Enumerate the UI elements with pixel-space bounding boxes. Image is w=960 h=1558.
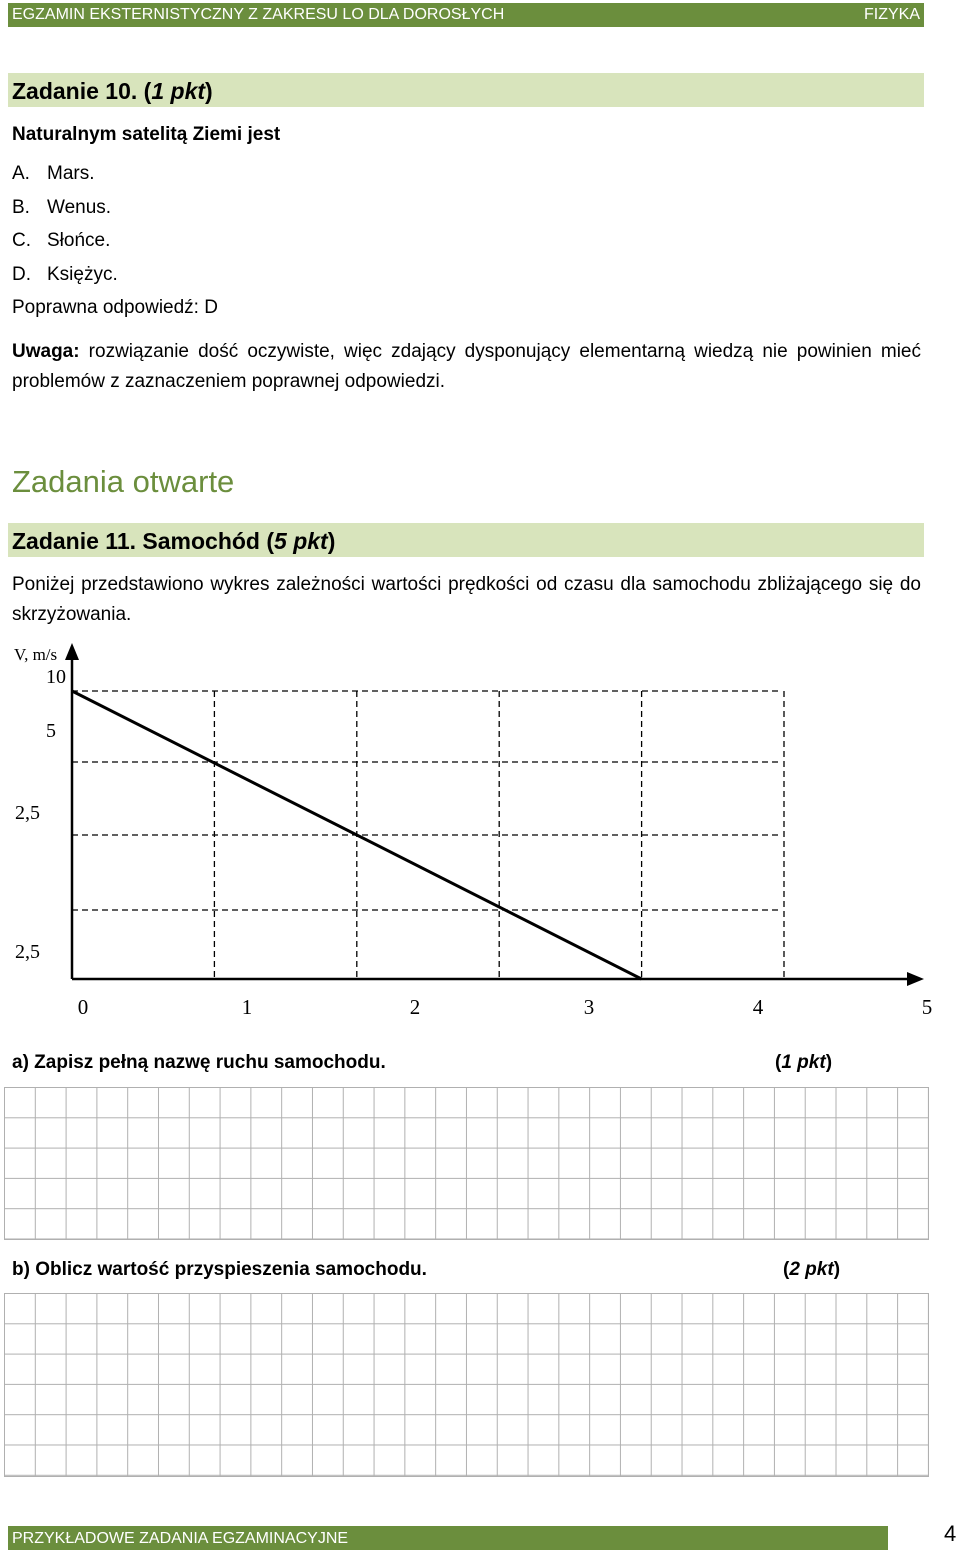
- x-tick-label-2: 2: [409, 995, 421, 1019]
- x-tick-label-5: 5: [921, 995, 933, 1019]
- x-tick-label-4: 4: [752, 995, 764, 1019]
- part-b-points-open: (: [783, 1259, 790, 1280]
- option-b-letter: B.: [12, 197, 30, 218]
- part-a-question: a) Zapisz pełną nazwę ruchu samochodu.: [12, 1052, 386, 1073]
- note-label: Uwaga:: [12, 341, 80, 362]
- part-a-points: [775, 1051, 832, 1075]
- header-subject: FIZYKA: [863, 6, 920, 23]
- y-tick-label-2: 2,5: [15, 802, 40, 824]
- task11-title-close: ): [327, 528, 336, 554]
- option-b-text: Wenus.: [47, 197, 112, 218]
- part-b-points: [783, 1258, 840, 1282]
- velocity-time-chart: [0, 630, 960, 1030]
- task10-title: Zadanie 10. (: [12, 78, 152, 104]
- task10-points-unit: pkt: [164, 78, 206, 104]
- option-c-letter: C.: [12, 230, 31, 251]
- task10-note: [12, 337, 921, 397]
- x-tick-label-3: 3: [583, 995, 595, 1019]
- task11-title: Zadanie 11. Samochód (: [12, 528, 275, 554]
- y-axis-label: V, m/s: [14, 645, 58, 664]
- option-d[interactable]: [12, 263, 118, 287]
- part-a-points-close: ): [825, 1052, 833, 1073]
- part-b-points-close: ): [833, 1259, 841, 1280]
- part-a-points-open: (: [775, 1052, 782, 1073]
- task11-points: 5 pkt: [274, 528, 328, 554]
- page-footer: PRZYKŁADOWE ZADANIA EGZAMINACYJNE: [8, 1526, 888, 1550]
- y-axis-arrow: [65, 643, 79, 660]
- y-tick-label-0: 10: [46, 666, 66, 688]
- part-b-points-num: 2: [789, 1259, 800, 1280]
- option-c-text: Słońce.: [47, 230, 111, 251]
- task10-points: 1: [151, 78, 165, 104]
- task10-heading: [8, 73, 924, 107]
- header-exam-title: EGZAMIN EKSTERNISTYCZNY Z ZAKRESU LO DLA DOROSŁYCH: [12, 6, 505, 23]
- x-tick-label-1: 1: [241, 995, 253, 1019]
- x-axis-arrow: [907, 972, 924, 986]
- option-a-letter: A.: [12, 163, 30, 184]
- part-a-points-word: pkt: [791, 1052, 826, 1073]
- y-tick-label-1: 5: [46, 720, 56, 742]
- page-number: 4: [944, 1521, 957, 1546]
- task11-intro: Poniżej przedstawiono wykres zależności wartości prędkości od czasu dla samochodu zbliżającego się do skrzyżowania.: [12, 574, 921, 625]
- option-d-text: Księżyc.: [47, 264, 118, 285]
- answer-grid-b[interactable]: [4, 1293, 929, 1477]
- option-a-text: Mars.: [47, 163, 95, 184]
- option-d-letter: D.: [12, 264, 31, 285]
- note-text: rozwiązanie dość oczywiste, więc zdający dysponujący elementarną wiedzą nie powinien mieć problemów z zaznaczeniem poprawnej odpowiedzi.: [12, 341, 921, 392]
- correct-answer: Poprawna odpowiedź: D: [12, 297, 218, 318]
- task10-question: Naturalnym satelitą Ziemi jest: [12, 124, 281, 145]
- part-b-question: b) Oblicz wartość przyspieszenia samochodu.: [12, 1259, 427, 1280]
- option-c[interactable]: [12, 229, 111, 253]
- page-header: [8, 3, 924, 27]
- part-b-points-word: pkt: [799, 1259, 834, 1280]
- option-a[interactable]: [12, 162, 95, 186]
- task11-heading: [8, 523, 924, 557]
- option-b[interactable]: [12, 196, 112, 220]
- x-tick-label-0: 0: [77, 995, 89, 1019]
- section-title: Zadania otwarte: [12, 464, 235, 499]
- answer-grid-a[interactable]: [4, 1087, 929, 1240]
- part-a-points-num: 1: [781, 1052, 792, 1073]
- task10-title-close: ): [205, 78, 213, 104]
- y-tick-label-3: 2,5: [15, 941, 40, 963]
